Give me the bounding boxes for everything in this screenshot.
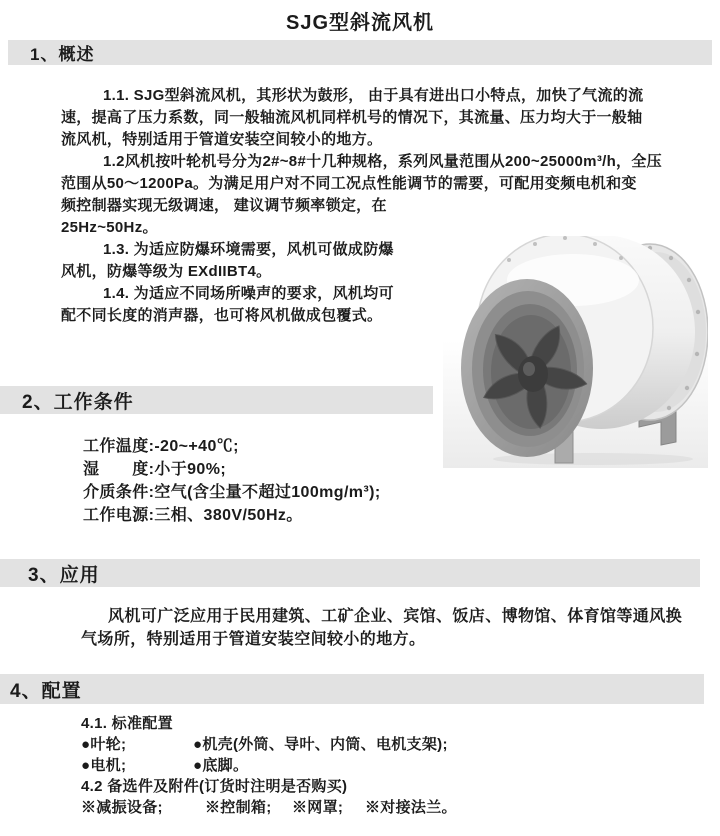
optional-item: ※对接法兰。: [365, 799, 457, 816]
working-temperature-line: 工作温度:-20~+40℃;: [83, 438, 239, 455]
paragraph-line: 气场所，特别适用于管道安装空间较小的地方。: [81, 631, 426, 648]
paragraph-line: 风机，防爆等级为 EXdIIBT4。: [61, 263, 272, 280]
optional-config-title: 4.2 备选件及附件(订货时注明是否购买): [81, 778, 348, 795]
optional-config-row: [81, 797, 457, 818]
paragraph-line: 范围从50～1200Pa。为满足用户对不同工况点性能调节的需要，可配用变频电机和变: [61, 175, 637, 192]
standard-config-row: [81, 755, 347, 776]
section-2-heading: 2、工作条件: [22, 391, 134, 413]
section-4-content: [81, 713, 457, 818]
section-1-header-bar: [8, 40, 712, 65]
page-title: SJG型斜流风机: [285, 12, 435, 34]
config-item: ●底脚。: [193, 757, 249, 774]
fan-illustration: [443, 236, 708, 468]
paragraph-1-2: [61, 151, 662, 239]
paragraph-line: 速，提高了压力系数，同一般轴流风机同样机号的情况下，其流量、压力均大于一般轴: [61, 109, 643, 126]
section-4-header-bar: [0, 674, 704, 704]
config-item: ●机壳(外筒、导叶、内筒、电机支架);: [193, 736, 448, 753]
standard-config-row: [81, 734, 448, 755]
section-1-heading: 1、概述: [30, 45, 95, 64]
section-4-heading: 4、配置: [10, 680, 82, 702]
paragraph-1-1: [61, 85, 643, 151]
section-3-heading: 3、应用: [28, 564, 100, 586]
section-3-header-bar: [0, 559, 700, 587]
fan-product-image: [443, 236, 708, 468]
paragraph-line: 1.4. 为适应不同场所噪声的要求，风机均可: [103, 285, 394, 302]
paragraph-1-3: [61, 239, 394, 283]
paragraph-line: 1.2风机按叶轮机号分为2#~8#十几种规格，系列风量范围从200~25000m³/h，全压: [103, 153, 662, 170]
optional-item: ※控制箱;: [205, 799, 272, 816]
config-item: ●叶轮;: [81, 736, 127, 753]
paragraph-line: 1.1. SJG型斜流风机，其形状为鼓形， 由于具有进出口小特点，加快了气流的流: [103, 87, 644, 104]
optional-item: ※减振设备;: [81, 799, 163, 816]
section-2-content: [83, 435, 381, 527]
section-2-header-bar: [0, 386, 433, 414]
paragraph-line: 频控制器实现无级调速， 建议调节频率锁定，在: [61, 197, 387, 214]
paragraph-1-4: [61, 283, 394, 327]
section-3-content: [81, 605, 682, 651]
paragraph-line: 1.3. 为适应防爆环境需要，风机可做成防爆: [103, 241, 394, 258]
paragraph-line: 流风机，特别适用于管道安装空间较小的地方。: [61, 131, 383, 148]
medium-condition-line: 介质条件:空气(含尘量不超过100mg/m³);: [83, 484, 381, 501]
paragraph-line: 25Hz~50Hz。: [61, 219, 158, 236]
standard-config-title: 4.1. 标准配置: [81, 715, 173, 732]
paragraph-line: 配不同长度的消声器，也可将风机做成包覆式。: [61, 307, 383, 324]
humidity-line: 湿 度:小于90%;: [83, 461, 227, 478]
optional-item: ※网罩;: [292, 799, 344, 816]
power-supply-line: 工作电源:三相、380V/50Hz。: [83, 507, 303, 524]
config-item: ●电机;: [81, 757, 127, 774]
paragraph-line: 风机可广泛应用于民用建筑、工矿企业、宾馆、饭店、博物馆、体育馆等通风换: [108, 608, 683, 625]
